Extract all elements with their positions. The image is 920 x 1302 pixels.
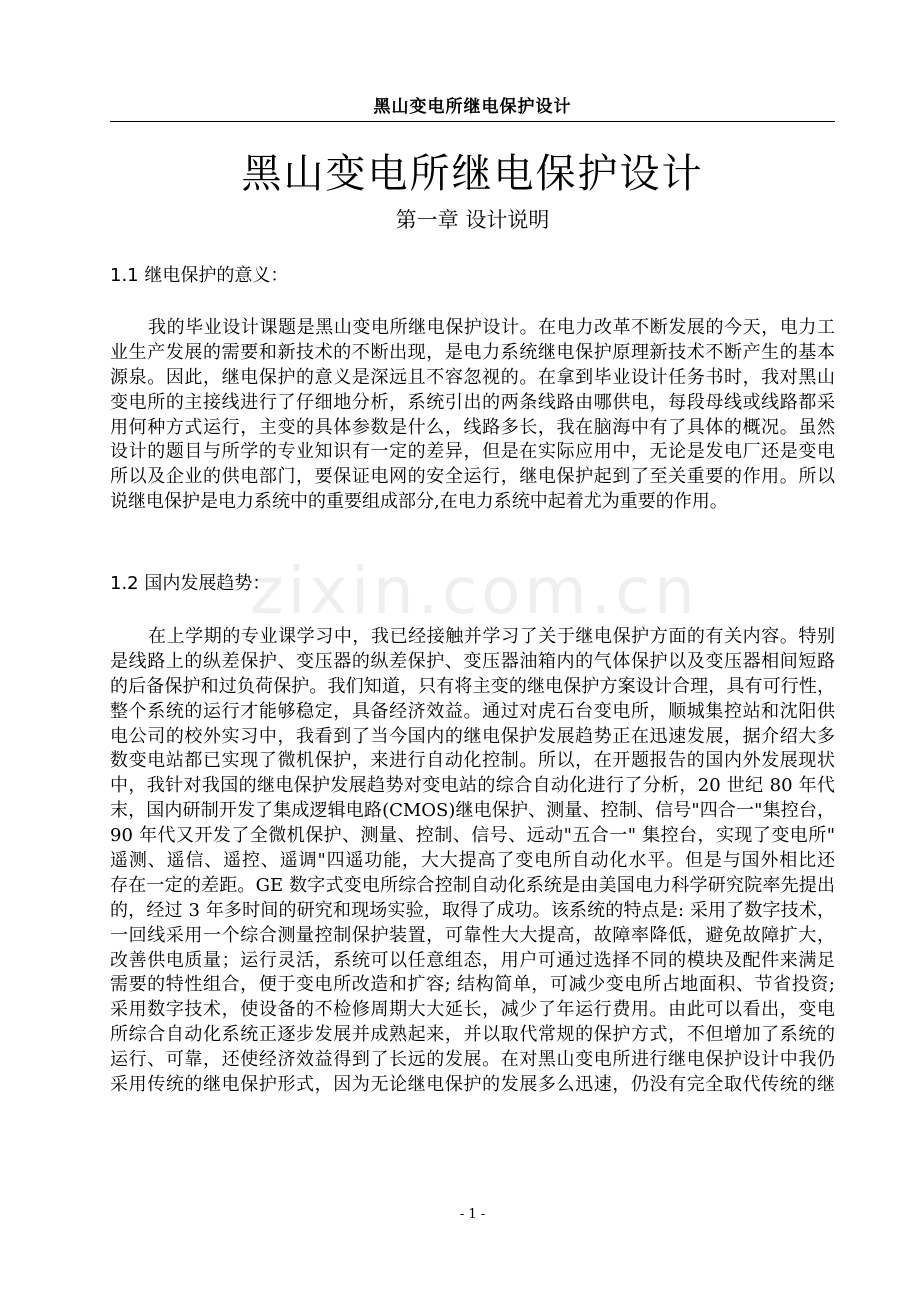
text-line: 遥测、遥信、遥控、遥调"四遥功能，大大提高了变电所自动化水平。但是与国外相比还 — [110, 850, 835, 872]
text-line: 业生产发展的需要和新技术的不断出现，是电力系统继电保护原理新技术不断产生的基本 — [110, 341, 835, 363]
text-line: 我的毕业设计课题是黑山变电所继电保护设计。在电力改革不断发展的今天，电力工 — [148, 317, 835, 338]
text-line: 在上学期的专业课学习中，我已经接触并学习了关于继电保护方面的有关内容。特别 — [148, 626, 835, 647]
text-line: 整个系统的运行才能够稳定，具备经济效益。通过对虎石台变电所，顺城集控站和沈阳供 — [110, 700, 835, 722]
text-line: 运行、可靠，还使经济效益得到了长远的发展。在对黑山变电所进行继电保护设计中我仍 — [110, 1049, 835, 1071]
running-header: 黑山变电所继电保护设计 — [373, 97, 572, 117]
text-line: 源泉。因此，继电保护的意义是深远且不容忽视的。在拿到毕业设计任务书时，我对黑山 — [110, 366, 835, 388]
text-line: 变电所的主接线进行了仔细地分析，系统引出的两条线路由哪供电，每段母线或线路都采 — [110, 391, 835, 413]
text-line: 采用数字技术，使设备的不检修周期大大延长，减少了年运行费用。由此可以看出，变电 — [110, 999, 835, 1021]
chapter-heading: 第一章 设计说明 — [395, 208, 550, 232]
text-line: 的，经过 3 年多时间的研究和现场实验，取得了成功。该系统的特点是: 采用了数字技术， — [110, 899, 835, 921]
watermark: zixin.com.cn — [250, 555, 699, 629]
text-line: 所以及企业的供电部门，要保证电网的安全运行，继电保护起到了至关重要的作用。所以 — [110, 466, 835, 488]
section-heading: 1.1 继电保护的意义： — [110, 265, 289, 286]
paragraph-significance — [110, 316, 835, 515]
text-line: 电公司的校外实习中，我看到了当今国内的继电保护发展趋势正在迅速发展，据介绍大多 — [110, 725, 835, 747]
text-line: 需要的特性组合，便于变电所改造和扩容; 结构简单，可减少变电所占地面积、节省投资; — [110, 974, 835, 996]
text-line: 说继电保护是电力系统中的重要组成部分,在电力系统中起着尤为重要的作用。 — [110, 491, 728, 513]
text-line: 存在一定的差距。GE 数字式变电所综合控制自动化系统是由美国电力科学研究院率先提出 — [110, 874, 835, 896]
text-line: 数变电站都已实现了微机保护，来进行自动化控制。所以，在开题报告的国内外发展现状 — [110, 750, 835, 772]
header-divider — [110, 121, 835, 122]
text-line: 的后备保护和过负荷保护。我们知道，只有将主变的继电保护方案设计合理，具有可行性， — [110, 675, 835, 697]
text-line: 采用传统的继电保护形式，因为无论继电保护的发展多么迅速，仍没有完全取代传统的继 — [110, 1074, 835, 1096]
text-line: 末，国内研制开发了集成逻辑电路(CMOS)继电保护、测量、控制、信号"四合一"集控台， — [110, 800, 835, 822]
paragraph-domestic-trends — [110, 625, 835, 1098]
text-line: 设计的题目与所学的专业知识有一定的差异，但是在实际应用中，无论是发电厂还是变电 — [110, 441, 835, 463]
section-heading: 1.2 国内发展趋势： — [110, 573, 271, 594]
text-line: 90 年代又开发了全微机保护、测量、控制、信号、远动"五合一" 集控台，实现了变电所" — [110, 825, 835, 847]
text-line: 中，我针对我国的继电保护发展趋势对变电站的综合自动化进行了分析，20 世纪 80 年代 — [110, 775, 835, 797]
page-number: - 1 - — [459, 1207, 486, 1222]
text-line: 是线路上的纵差保护、变压器的纵差保护、变压器油箱内的气体保护以及变压器相间短路 — [110, 650, 835, 672]
text-line: 所综合自动化系统正逐步发展并成熟起来，并以取代常规的保护方式，不但增加了系统的 — [110, 1024, 835, 1046]
text-line: 一回线采用一个综合测量控制保护装置，可靠性大大提高，故障率降低，避免故障扩大， — [110, 924, 835, 946]
text-line: 改善供电质量；运行灵活，系统可以任意组态，用户可通过选择不同的模块及配件来满足 — [110, 949, 835, 971]
document-title: 黑山变电所继电保护设计 — [241, 151, 704, 197]
text-line: 用何种方式运行，主变的具体参数是什么，线路多长，我在脑海中有了具体的概况。虽然 — [110, 416, 835, 438]
